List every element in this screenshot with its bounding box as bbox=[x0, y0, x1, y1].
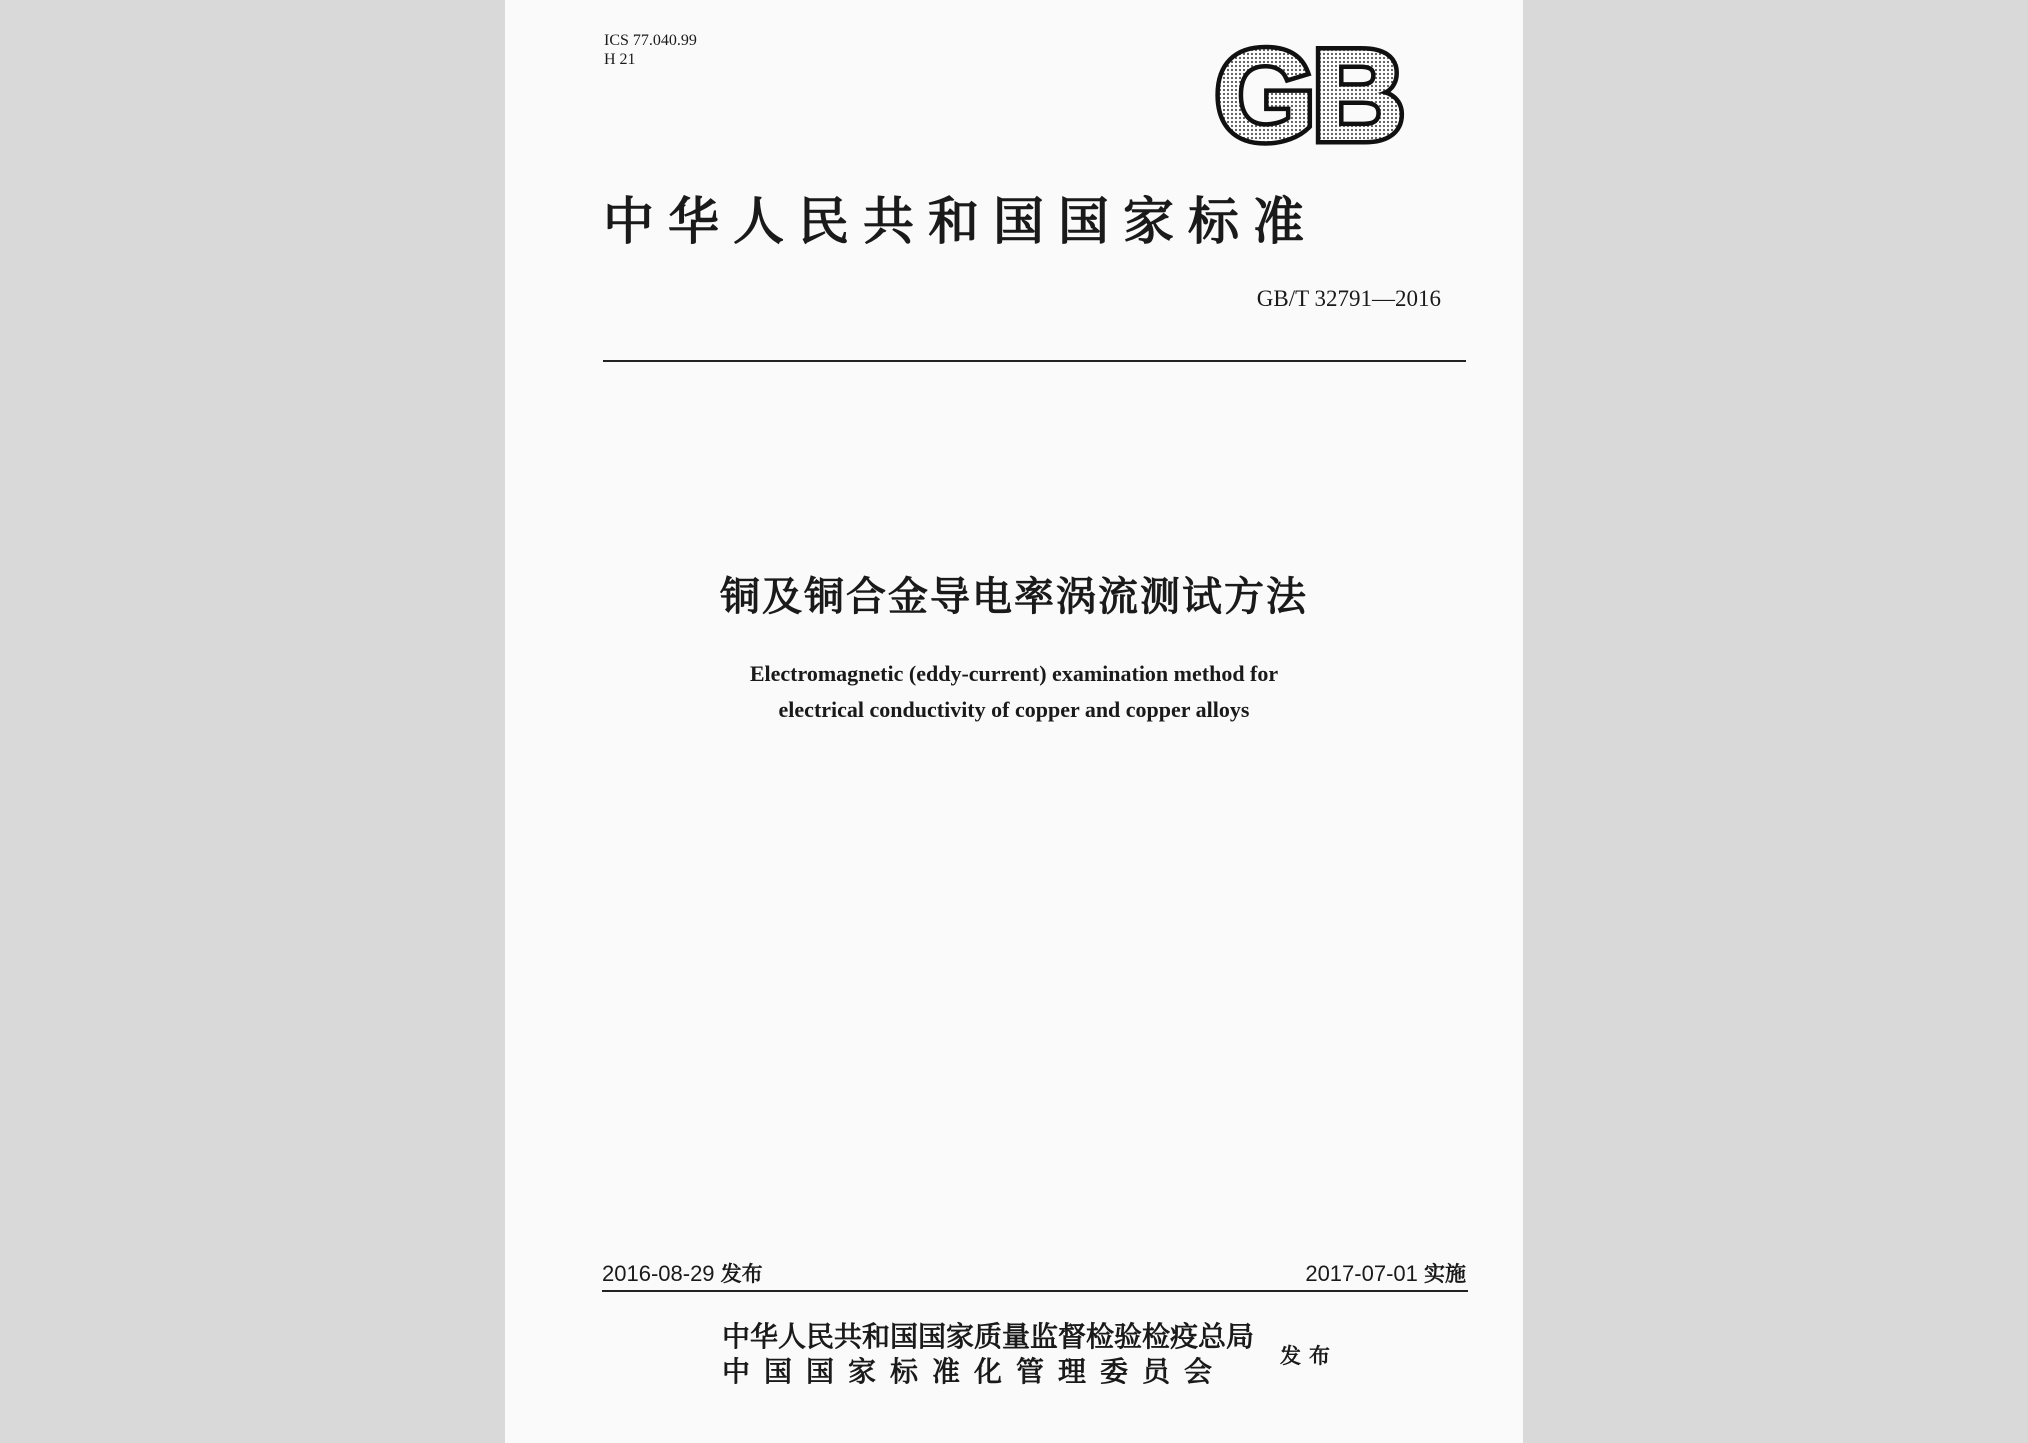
issue-date: 2016-08-29 bbox=[602, 1261, 715, 1286]
implement-date-block bbox=[1305, 1258, 1466, 1288]
publish-label: 发布 bbox=[1280, 1344, 1338, 1368]
gb-logo-icon bbox=[1202, 40, 1414, 152]
organization-line2: 中国国家标准化管理委员会 bbox=[722, 1355, 1227, 1388]
organization-line1: 中华人民共和国国家质量监督检验检疫总局 bbox=[722, 1320, 1255, 1353]
national-standard-title: 中华人民共和国国家标准 bbox=[603, 192, 1319, 252]
chinese-title: 铜及铜合金导电率涡流测试方法 bbox=[720, 574, 1308, 620]
top-divider bbox=[603, 360, 1466, 362]
issuing-organizations bbox=[722, 1319, 1254, 1389]
gb-logo-text: GB bbox=[1214, 40, 1402, 152]
standard-code: GB/T 32791—2016 bbox=[1256, 286, 1441, 311]
document-page bbox=[505, 0, 1523, 1443]
english-title bbox=[505, 656, 1523, 728]
ccs-code: H 21 bbox=[604, 51, 636, 68]
english-title-line2: electrical conductivity of copper and copper alloys bbox=[778, 697, 1250, 722]
bottom-divider bbox=[602, 1290, 1468, 1292]
implement-label: 实施 bbox=[1424, 1262, 1466, 1286]
implement-date: 2017-07-01 bbox=[1305, 1261, 1418, 1286]
ics-classification bbox=[604, 31, 697, 69]
ics-code: ICS 77.040.99 bbox=[604, 32, 697, 49]
issue-label: 发布 bbox=[720, 1262, 763, 1286]
english-title-line1: Electromagnetic (eddy-current) examination method for bbox=[749, 661, 1279, 686]
issue-date-block bbox=[602, 1258, 763, 1288]
